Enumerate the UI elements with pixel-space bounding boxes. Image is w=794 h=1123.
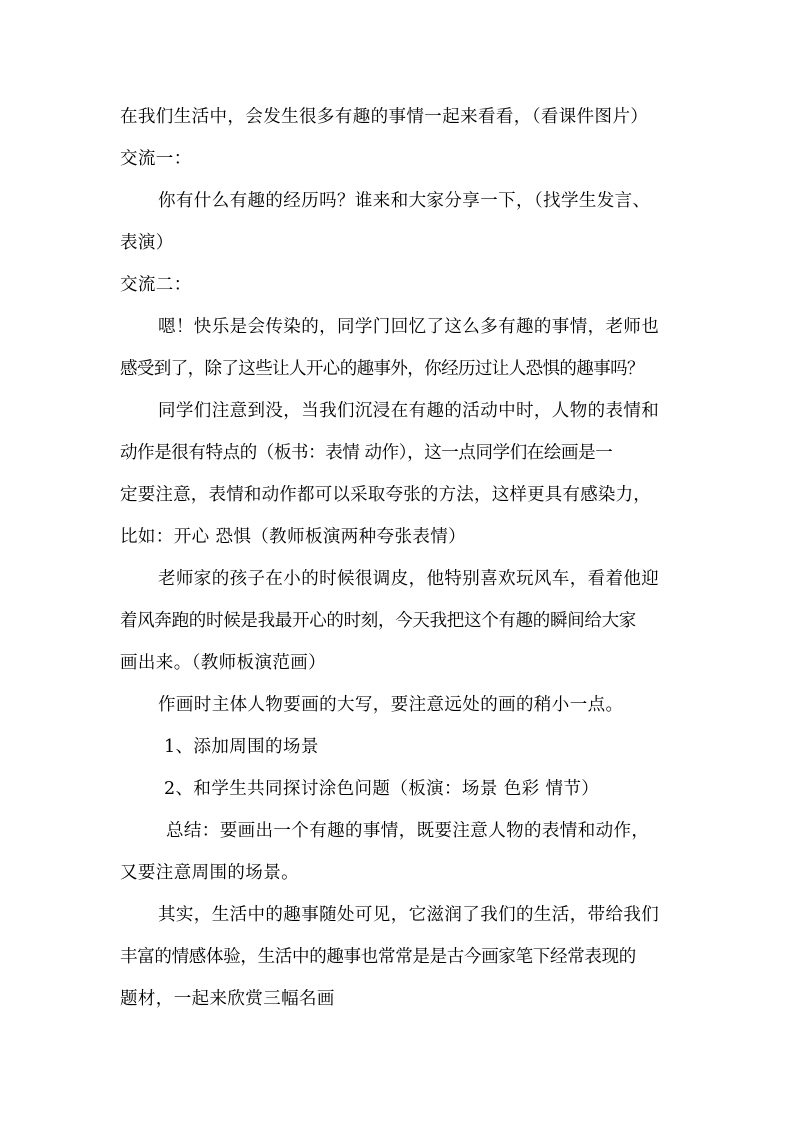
text-line-20: 其实，生活中的趣事随处可见，它滋润了我们的生活，带给我们 <box>158 905 660 925</box>
text-line-22: 题材，一起来欣赏三幅名画 <box>120 989 335 1009</box>
text-line-2: 交流一： <box>120 149 192 169</box>
text-line-11: 比如：开心 恐惧（教师板演两种夸张表情） <box>120 527 467 547</box>
text-line-18: 总结：要画出一个有趣的事情，既要注意人物的表情和动作， <box>166 821 650 841</box>
text-line-14: 画出来。（教师板演范画） <box>120 653 327 673</box>
text-line-9: 动作是很有特点的（板书：表情 动作），这一点同学们在绘画是一 <box>120 443 613 463</box>
text-line-13: 着风奔跑的时候是我最开心的时刻，今天我把这个有趣的瞬间给大家 <box>120 611 636 631</box>
text-line-4: 表演） <box>120 233 174 253</box>
text-line-8: 同学们注意到没，当我们沉浸在有趣的活动中时，人物的表情和 <box>158 401 660 421</box>
text-line-10: 定要注意，表情和动作都可以采取夸张的方法，这样更具有感染力， <box>120 485 651 505</box>
text-line-7: 感受到了，除了这些让人开心的趣事外，你经历过让人恐惧的趣事吗？ <box>120 359 644 379</box>
text-line-3: 你有什么有趣的经历吗？谁来和大家分享一下，（找学生发言、 <box>158 191 651 211</box>
text-line-15: 作画时主体人物要画的大写，要注意远处的画的稍小一点。 <box>158 695 624 715</box>
text-line-19: 又要注意周围的场景。 <box>120 863 299 883</box>
text-line-16: 1、添加周围的场景 <box>164 737 319 757</box>
text-line-12: 老师家的孩子在小的时候很调皮，他特别喜欢玩风车，看着他迎 <box>158 569 660 589</box>
text-line-5: 交流二： <box>120 275 192 295</box>
text-line-1: 在我们生活中，会发生很多有趣的事情一起来看看，（看课件图片） <box>120 107 649 127</box>
text-line-6: 嗯！快乐是会传染的，同学门回忆了这么多有趣的事情，老师也 <box>158 317 660 337</box>
text-line-17: 2、和学生共同探讨涂色问题（板演：场景 色彩 情节） <box>164 779 600 799</box>
text-line-21: 丰富的情感体验，生活中的趣事也常常是是古今画家笔下经常表现的 <box>120 947 636 967</box>
